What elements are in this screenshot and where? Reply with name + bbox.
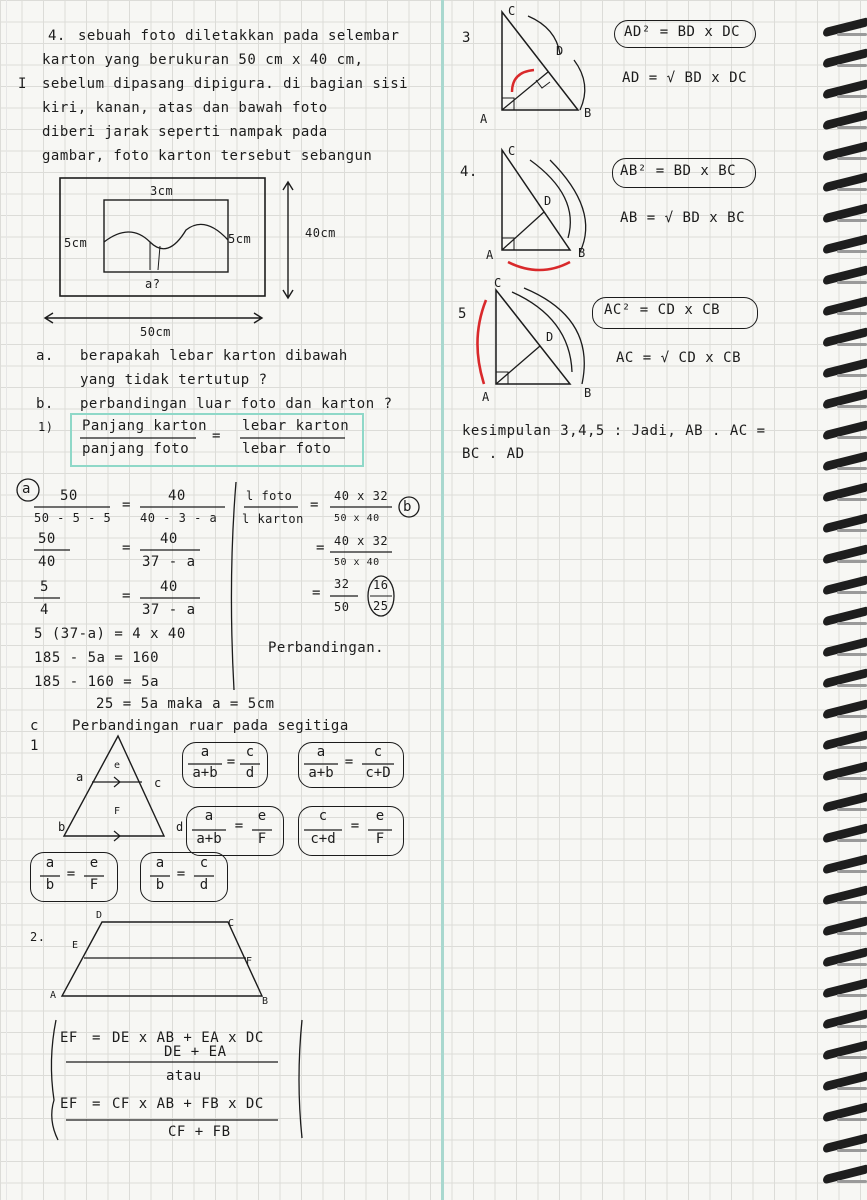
f5-top: a — [45, 855, 55, 871]
formula-ab-squared: AB² = BD x BC — [620, 163, 737, 179]
question-b-text: perbandingan luar foto dan karton ? — [80, 396, 393, 412]
boxed-left-bottom: panjang foto — [82, 441, 190, 457]
work-a-circle-label: a — [22, 481, 31, 497]
work-b-r2-bot: 50 x 40 — [334, 557, 380, 568]
f3-rbot: F — [257, 831, 267, 847]
work-a-line-3: 185 - 160 = 5a — [34, 674, 160, 690]
work-b-circle-label: b — [403, 499, 412, 515]
work-b-r2-top: 40 x 32 — [334, 534, 389, 548]
work-b-eq-1: = — [310, 497, 319, 513]
boxed-left-top: Panjang karton — [82, 418, 208, 434]
f3-rtop: e — [257, 808, 267, 824]
question-a-label: a. — [36, 348, 54, 364]
f1-bot: a+b — [192, 765, 218, 781]
f1-top: a — [200, 744, 210, 760]
f1-rbot: d — [245, 765, 255, 781]
trap-label-E: E — [72, 940, 79, 951]
f6-eq: = — [176, 866, 186, 882]
fig3-A: A — [480, 112, 488, 126]
problem-line-2: karton yang berukuran 50 cm x 40 cm, — [42, 52, 364, 68]
work-a-r1-eq: = — [122, 497, 131, 513]
fig5-B: B — [584, 386, 592, 400]
fig4-B: B — [578, 246, 586, 260]
f5-rtop: e — [89, 855, 99, 871]
fig5-A: A — [482, 390, 490, 404]
fig4-D: D — [544, 194, 552, 208]
work-a-r3-lhs-bot: 4 — [40, 602, 49, 618]
problem-line-4: kiri, kanan, atas dan bawah foto — [42, 100, 328, 116]
right-num-3: 3 — [462, 30, 471, 46]
question-a-line-2: yang tidak tertutup ? — [80, 372, 268, 388]
f6-rtop: c — [199, 855, 209, 871]
section-c-num-2: 2. — [30, 930, 46, 944]
work-b-r1-bot: 50 x 40 — [334, 513, 380, 524]
f3-eq: = — [234, 818, 244, 834]
f2-rtop: c — [373, 744, 383, 760]
f2-eq: = — [344, 754, 354, 770]
formula-ac-root: AC = √ CD x CB — [616, 350, 742, 366]
formula-ad-squared: AD² = BD x DC — [624, 24, 741, 40]
f6-rbot: d — [199, 877, 209, 893]
work-b-lhs-top: l foto — [246, 489, 293, 503]
problem-line-5: diberi jarak seperti nampak pada — [42, 124, 328, 140]
boxed-number: 1) — [38, 420, 54, 434]
problem-number: 4. — [48, 28, 66, 44]
work-a-r1-rhs-top: 40 — [168, 488, 186, 504]
f3-top: a — [204, 808, 214, 824]
trap-label-B: B — [262, 996, 269, 1007]
work-a-r1-lhs-top: 50 — [60, 488, 78, 504]
f4-bot: c+d — [310, 831, 336, 847]
fig3-B: B — [584, 106, 592, 120]
tri-label-d: d — [176, 820, 184, 834]
work-a-r2-rhs-top: 40 — [160, 531, 178, 547]
work-a-line-1: 5 (37-a) = 4 x 40 — [34, 626, 186, 642]
work-b-eq-2: = — [316, 540, 325, 556]
f2-rbot: c+D — [365, 765, 391, 781]
tri-label-F: F — [114, 806, 121, 817]
f6-bot: b — [155, 877, 165, 893]
work-b-lhs-bot: l karton — [242, 512, 304, 526]
figure-height-label: 40cm — [305, 226, 336, 240]
figure-width-label: 50cm — [140, 325, 171, 339]
fig4-A: A — [486, 248, 494, 262]
ef1-lhs: EF — [60, 1030, 78, 1046]
work-a-r2-rhs-bot: 37 - a — [142, 554, 196, 570]
ef2-numerator: CF x AB + FB x DC — [112, 1096, 264, 1112]
figure-top-label: 3cm — [150, 184, 174, 198]
f1-eq: = — [226, 754, 236, 770]
f5-bot: b — [45, 877, 55, 893]
boxed-equals: = — [212, 428, 221, 444]
f5-rbot: F — [89, 877, 99, 893]
tri-label-e: e — [114, 760, 121, 771]
ef1-numerator: DE x AB + EA x DC — [112, 1030, 264, 1046]
fig5-C: C — [494, 276, 502, 290]
boxed-right-top: lebar karton — [242, 418, 350, 434]
f4-top: c — [318, 808, 328, 824]
f2-bot: a+b — [308, 765, 334, 781]
question-b-label: b. — [36, 396, 54, 412]
work-a-r3-rhs-bot: 37 - a — [142, 602, 196, 618]
figure-right-label: 5cm — [228, 232, 252, 246]
work-b-r3-top: 32 — [334, 577, 350, 591]
work-a-r3-rhs-top: 40 — [160, 579, 178, 595]
work-b-result-bot: 25 — [373, 599, 389, 613]
ef2-eq: = — [92, 1096, 101, 1112]
fig3-D: D — [556, 44, 564, 58]
f5-eq: = — [66, 866, 76, 882]
ef2-denominator: CF + FB — [168, 1124, 231, 1140]
fig4-C: C — [508, 144, 516, 158]
work-a-r2-eq: = — [122, 540, 131, 556]
work-a-r1-rhs-bot: 40 - 3 - a — [140, 511, 218, 525]
ef2-lhs: EF — [60, 1096, 78, 1112]
work-b-r3-bot: 50 — [334, 600, 350, 614]
work-b-eq-3: = — [312, 585, 321, 601]
conclusion-line-2: BC . AD — [462, 446, 525, 462]
fig3-C: C — [508, 4, 516, 18]
formula-ad-root: AD = √ BD x DC — [622, 70, 748, 86]
work-a-r2-lhs-top: 50 — [38, 531, 56, 547]
ef1-denominator: DE + EA — [164, 1044, 227, 1060]
fig5-D: D — [546, 330, 554, 344]
f2-top: a — [316, 744, 326, 760]
boxed-right-bottom: lebar foto — [242, 441, 332, 457]
tri-label-b: b — [58, 820, 66, 834]
section-c-num-1: 1 — [30, 738, 39, 754]
figure-bottom-label: a? — [145, 277, 161, 291]
f3-bot: a+b — [196, 831, 222, 847]
figure-left-label: 5cm — [64, 236, 88, 250]
f1-rtop: c — [245, 744, 255, 760]
work-a-r3-lhs-top: 5 — [40, 579, 49, 595]
side-mark: I — [18, 76, 27, 92]
right-num-4: 4. — [460, 164, 478, 180]
problem-line-3: sebelum dipasang dipigura. di bagian sisi — [42, 76, 409, 92]
tri-label-c: c — [154, 776, 162, 790]
trap-label-C: C — [228, 918, 235, 929]
atau-text: atau — [166, 1068, 202, 1084]
tri-label-a: a — [76, 770, 84, 784]
trap-label-A: A — [50, 990, 57, 1001]
problem-line-1: sebuah foto diletakkan pada selembar — [78, 28, 400, 44]
ef1-eq: = — [92, 1030, 101, 1046]
formula-ac-squared: AC² = CD x CB — [604, 302, 721, 318]
conclusion-line-1: kesimpulan 3,4,5 : Jadi, AB . AC = — [462, 423, 766, 439]
f6-top: a — [155, 855, 165, 871]
work-a-r3-eq: = — [122, 588, 131, 604]
f4-rbot: F — [375, 831, 385, 847]
formula-ab-root: AB = √ BD x BC — [620, 210, 746, 226]
work-b-r1-top: 40 x 32 — [334, 489, 389, 503]
right-num-5: 5 — [458, 306, 467, 322]
work-b-result-top: 16 — [373, 578, 389, 592]
f4-eq: = — [350, 818, 360, 834]
f4-rtop: e — [375, 808, 385, 824]
trap-label-F: F — [246, 956, 253, 967]
trap-label-D: D — [96, 910, 103, 921]
work-a-r1-lhs-bot: 50 - 5 - 5 — [34, 511, 112, 525]
work-a-line-2: 185 - 5a = 160 — [34, 650, 160, 666]
problem-line-6: gambar, foto karton tersebut sebangun — [42, 148, 373, 164]
section-c-title: Perbandingan ruar pada segitiga — [72, 718, 349, 734]
section-c-label: c — [30, 718, 39, 734]
work-a-r2-lhs-bot: 40 — [38, 554, 56, 570]
question-a-line-1: berapakah lebar karton dibawah — [80, 348, 348, 364]
work-a-line-4: 25 = 5a maka a = 5cm — [96, 696, 275, 712]
work-b-word: Perbandingan. — [268, 640, 385, 656]
